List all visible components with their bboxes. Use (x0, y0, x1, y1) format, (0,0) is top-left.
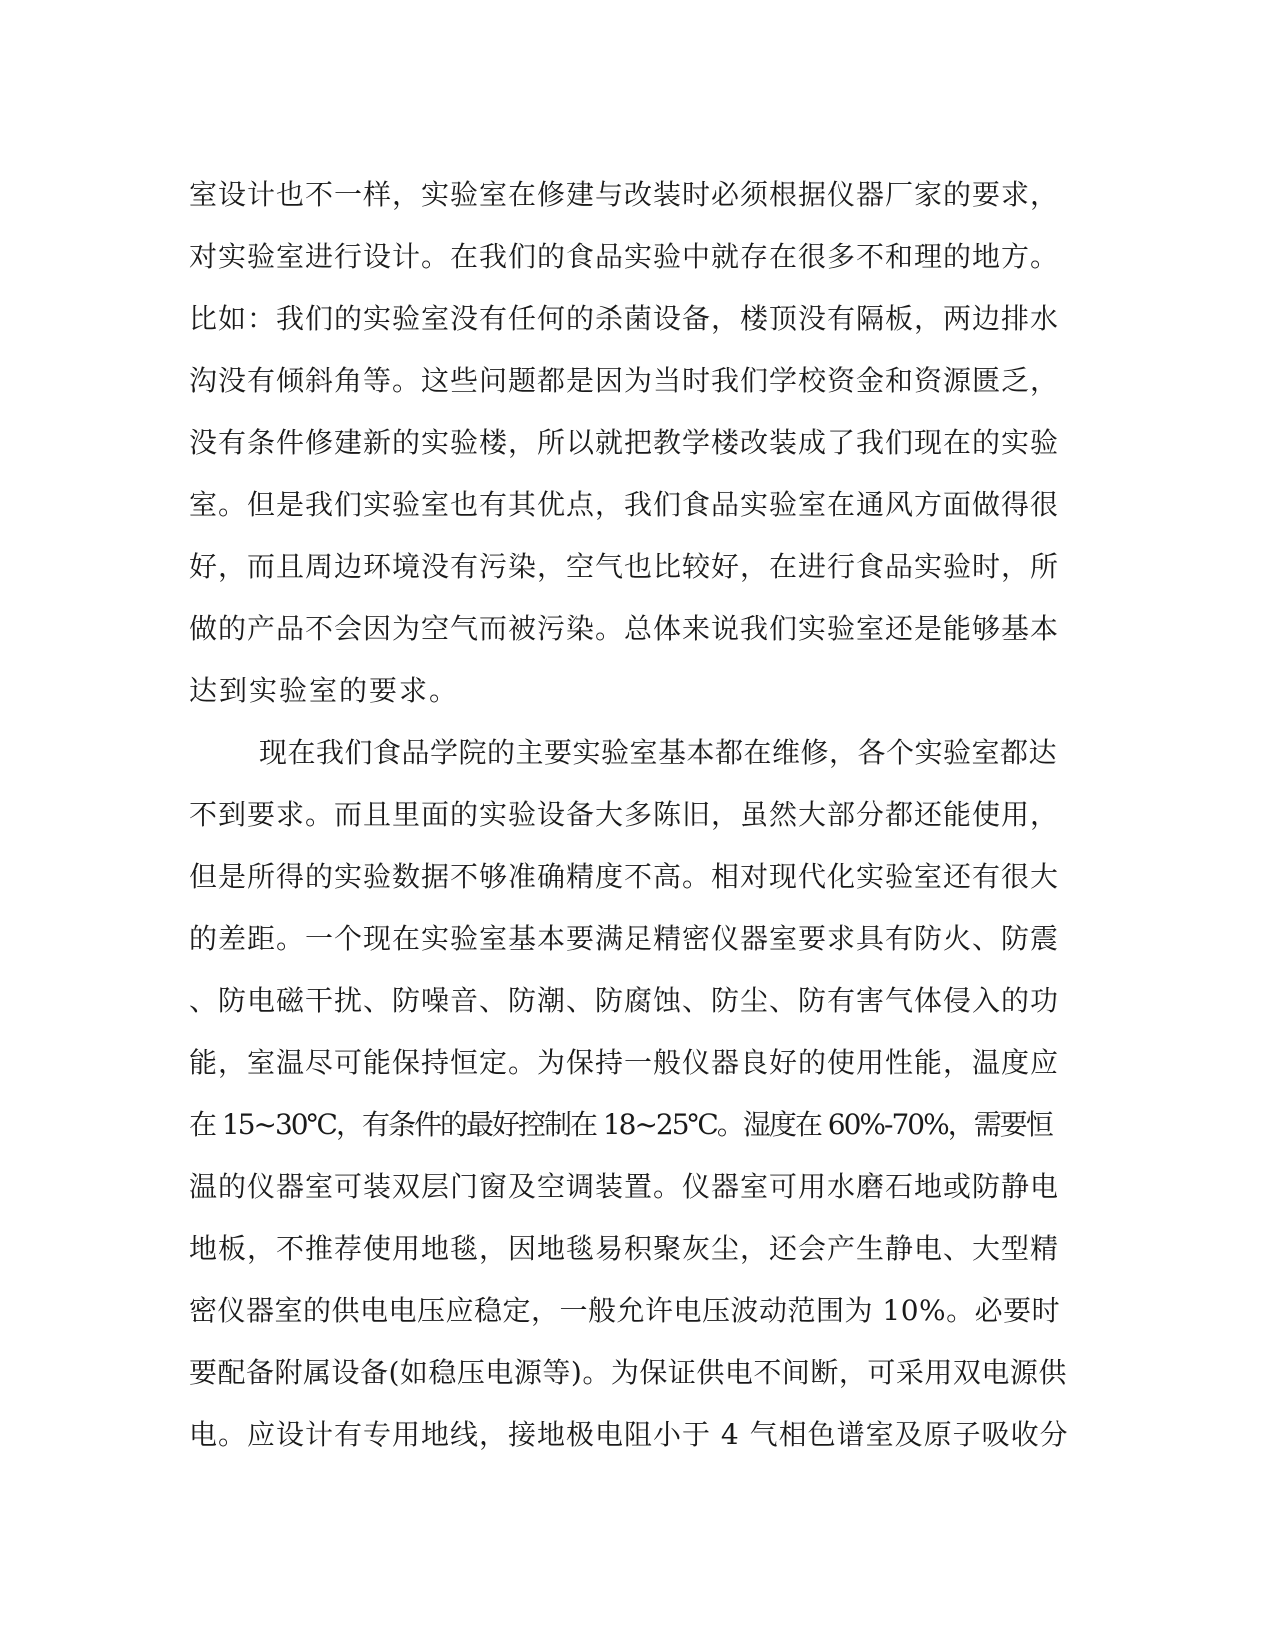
text-line: 温的仪器室可装双层门窗及空调装置。仪器室可用水磨石地或防静电 (189, 1170, 1060, 1203)
text-line: 的差距。一个现在实验室基本要满足精密仪器室要求具有防火、防震 (189, 922, 1060, 955)
text-line: 做的产品不会因为空气而被污染。总体来说我们实验室还是能够基本 (189, 612, 1060, 645)
text-line: 但是所得的实验数据不够准确精度不高。相对现代化实验室还有很大 (189, 860, 1060, 893)
text-line: 能，室温尽可能保持恒定。为保持一般仪器良好的使用性能，温度应 (189, 1046, 1060, 1079)
text-line: 对实验室进行设计。在我们的食品实验中就存在很多不和理的地方。 (189, 240, 1060, 273)
paragraph-1 (189, 164, 1069, 722)
text-line-indented: 现在我们食品学院的主要实验室基本都在维修，各个实验室都达 (259, 736, 1058, 769)
text-line: 不到要求。而且里面的实验设备大多陈旧，虽然大部分都还能使用， (189, 798, 1060, 831)
text-line: 好，而且周边环境没有污染，空气也比较好，在进行食品实验时，所 (189, 550, 1060, 583)
text-line: 、防电磁干扰、防噪音、防潮、防腐蚀、防尘、防有害气体侵入的功 (189, 984, 1060, 1017)
text-line: 没有条件修建新的实验楼，所以就把教学楼改装成了我们现在的实验 (189, 426, 1060, 459)
text-line: 达到实验室的要求。 (189, 674, 460, 707)
text-line: 电。应设计有专用地线，接地极电阻小于 4 气相色谱室及原子吸收分 (189, 1418, 1069, 1451)
text-line: 比如：我们的实验室没有任何的杀菌设备，楼顶没有隔板，两边排水 (189, 302, 1060, 335)
text-line: 要配备附属设备(如稳压电源等)。为保证供电不间断，可采用双电源供 (189, 1356, 1067, 1389)
text-line: 在 15~30℃，有条件的最好控制在 18~25℃。湿度在 60%-70%，需要恒 (189, 1108, 1052, 1141)
text-line: 地板，不推荐使用地毯，因地毯易积聚灰尘，还会产生静电、大型精 (189, 1232, 1060, 1265)
text-line: 密仪器室的供电电压应稳定，一般允许电压波动范围为 10%。必要时 (189, 1294, 1061, 1327)
text-line: 室设计也不一样，实验室在修建与改装时必须根据仪器厂家的要求， (189, 178, 1060, 211)
body-text (189, 164, 1069, 1466)
text-line: 沟没有倾斜角等。这些问题都是因为当时我们学校资金和资源匮乏， (189, 364, 1060, 397)
text-line: 室。但是我们实验室也有其优点，我们食品实验室在通风方面做得很 (189, 488, 1060, 521)
paragraph-2 (189, 722, 1069, 1466)
